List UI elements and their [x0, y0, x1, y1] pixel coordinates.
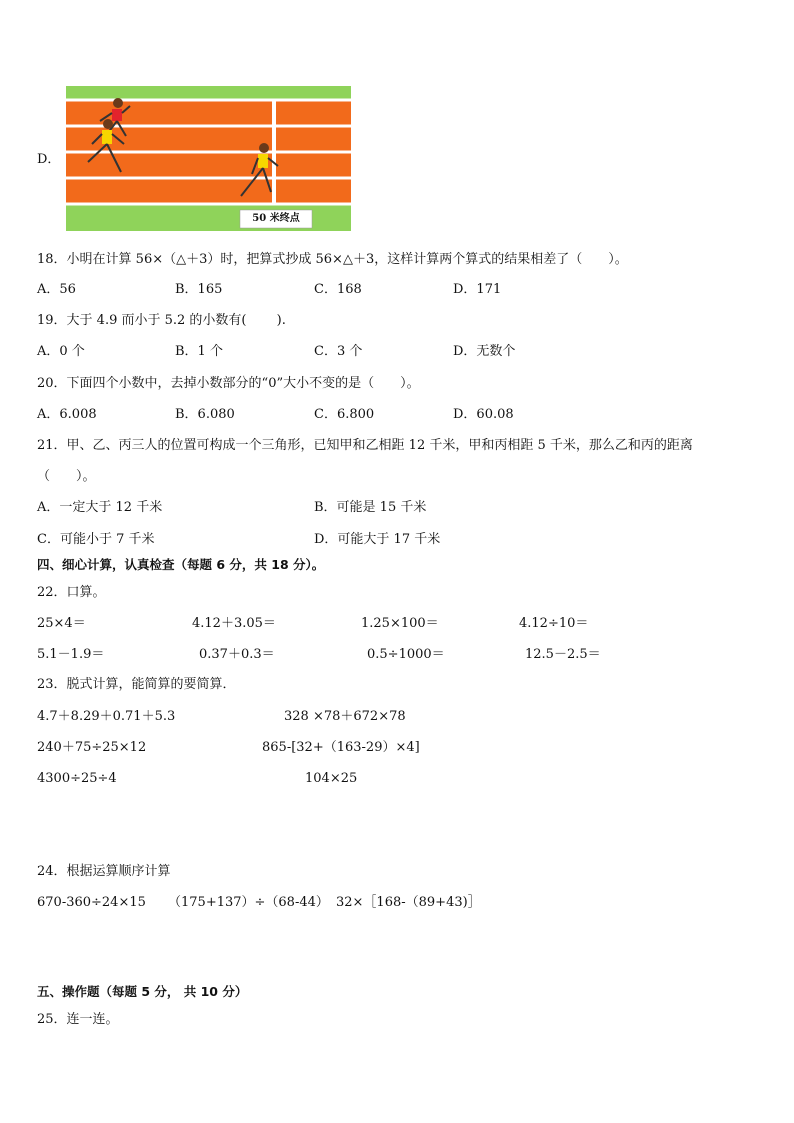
question-20-text: 20．下面四个小数中，去掉小数部分的“0”大小不变的是（ ）。	[37, 376, 420, 391]
option-d-label: D．	[37, 152, 61, 167]
section-5-title: 五、操作题（每题 5 分， 共 10 分）	[37, 984, 248, 999]
q20-option-c[interactable]: C．6.800	[314, 407, 375, 422]
q18-option-c[interactable]: C．168	[314, 282, 362, 297]
q21-option-b[interactable]: B．可能是 15 千米	[314, 500, 427, 515]
question-18-text: 18．小明在计算 56×（△＋3）时，把算式抄成 56×△＋3，这样计算两个算式的结果相差了（ ）。	[37, 252, 628, 267]
step-calc-item: 240＋75÷25×12	[37, 740, 147, 755]
oral-calc-item: 5.1－1.9＝	[37, 647, 105, 662]
oral-calc-item: 0.5÷1000＝	[367, 647, 445, 662]
q18-option-a[interactable]: A．56	[37, 282, 76, 297]
oral-calc-item: 25×4＝	[37, 616, 86, 631]
question-21-text-continued: （ ）。	[37, 469, 96, 484]
step-calc-item: 104×25	[305, 771, 358, 786]
running-track-image	[66, 86, 351, 231]
order-calc-item: 670-360÷24×15	[37, 895, 146, 910]
oral-calc-item: 1.25×100＝	[361, 616, 439, 631]
q19-option-d[interactable]: D．无数个	[453, 344, 516, 359]
q18-option-b[interactable]: B．165	[175, 282, 223, 297]
q21-option-d[interactable]: D．可能大于 17 千米	[314, 532, 441, 547]
question-25-title: 25．连一连。	[37, 1012, 119, 1027]
q19-option-b[interactable]: B．1 个	[175, 344, 223, 359]
order-calc-item: （175+137）÷（68-44）	[168, 895, 329, 910]
q20-option-a[interactable]: A．6.008	[37, 407, 97, 422]
q18-option-d[interactable]: D．171	[453, 282, 502, 297]
finish-sign-text: 50 米终点	[252, 213, 300, 224]
question-19-text: 19．大于 4.9 而小于 5.2 的小数有( ).	[37, 313, 286, 328]
q20-option-b[interactable]: B．6.080	[175, 407, 235, 422]
oral-calc-item: 4.12÷10＝	[519, 616, 589, 631]
oral-calc-item: 4.12＋3.05＝	[192, 616, 276, 631]
oral-calc-item: 12.5－2.5＝	[525, 647, 601, 662]
step-calc-item: 4300÷25÷4	[37, 771, 117, 786]
q19-option-a[interactable]: A．0 个	[37, 344, 85, 359]
question-22-title: 22．口算。	[37, 585, 106, 600]
q21-option-c[interactable]: C．可能小于 7 千米	[37, 532, 155, 547]
question-24-title: 24．根据运算顺序计算	[37, 864, 171, 879]
section-4-title: 四、细心计算，认真检查（每题 6 分，共 18 分）。	[37, 557, 325, 572]
oral-calc-item: 0.37＋0.3＝	[199, 647, 275, 662]
question-23-title: 23．脱式计算，能简算的要简算．	[37, 677, 236, 692]
order-calc-item: 32×［168-（89+43)］	[336, 895, 481, 910]
question-21-text: 21．甲、乙、丙三人的位置可构成一个三角形，已知甲和乙相距 12 千米，甲和丙相距 5 千米，那么乙和丙的距离	[37, 438, 693, 453]
step-calc-item: 865-[32+（163-29）×4]	[262, 740, 420, 755]
step-calc-item: 4.7＋8.29＋0.71＋5.3	[37, 709, 176, 724]
q20-option-d[interactable]: D．60.08	[453, 407, 514, 422]
q21-option-a[interactable]: A．一定大于 12 千米	[37, 500, 163, 515]
step-calc-item: 328 ×78＋672×78	[284, 709, 406, 724]
q19-option-c[interactable]: C．3 个	[314, 344, 363, 359]
